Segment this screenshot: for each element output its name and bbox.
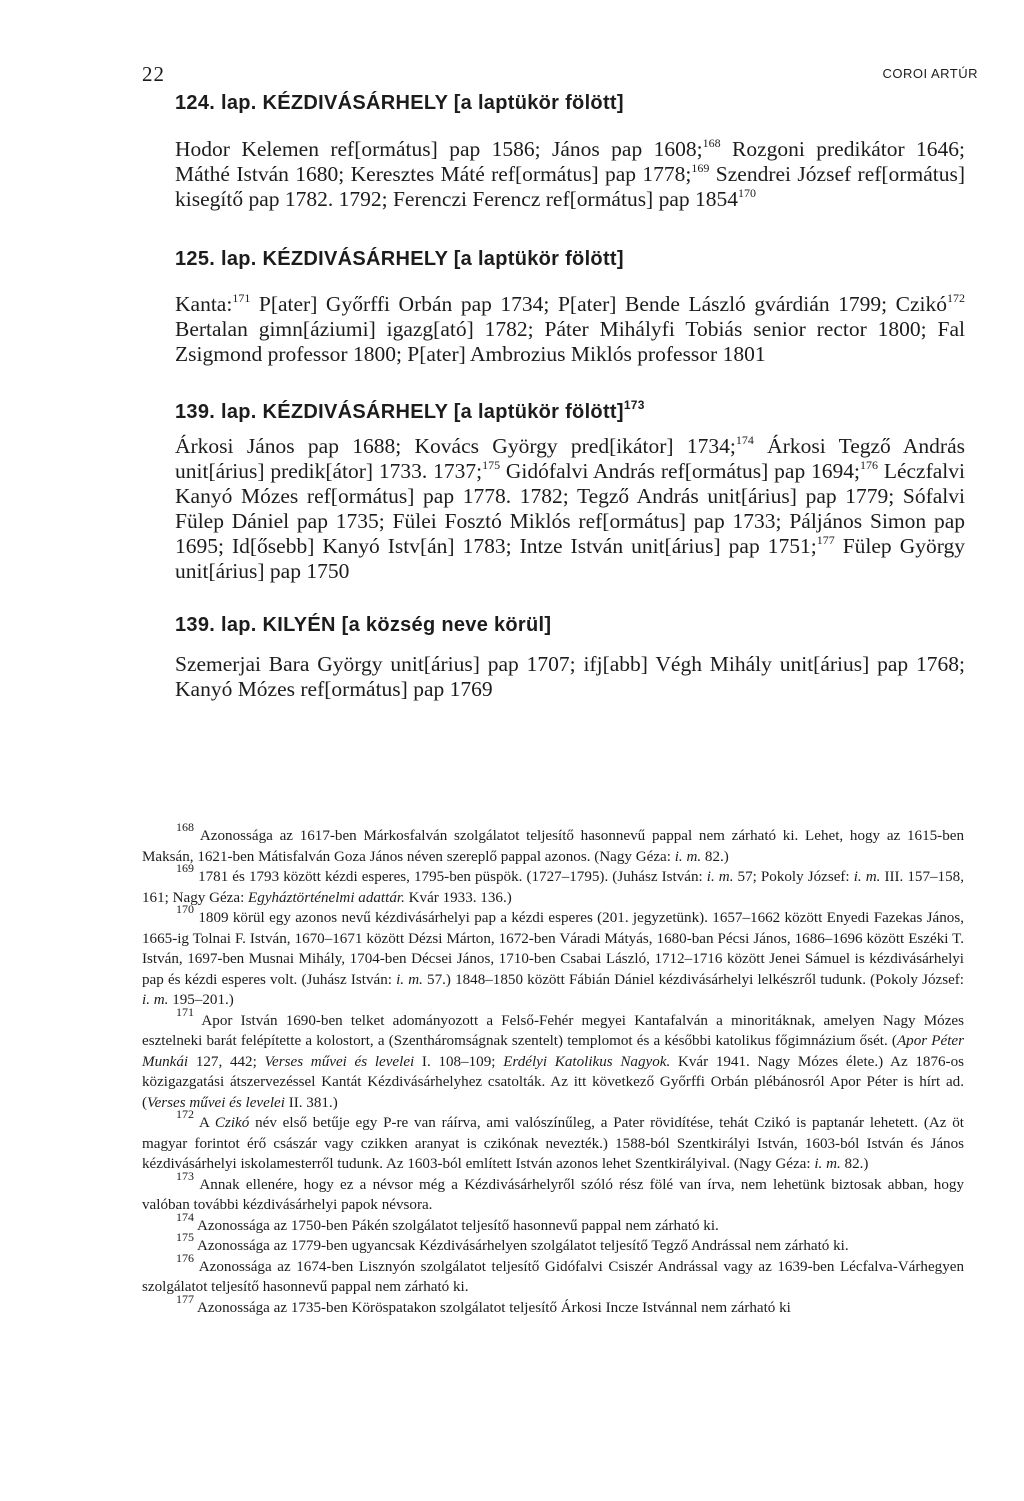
section-heading: 139. lap. KILYÉN [a község neve körül] xyxy=(175,614,552,636)
footnotes xyxy=(142,820,964,1318)
footnote-italic: i. m. xyxy=(706,869,734,885)
footnote-number: 175 xyxy=(176,1230,194,1244)
footnote-text: 1809 körül egy azonos nevű kézdivásárhelyi pap a kézdi esperes (201. jegyzetünk). 1657–1662 között Enyedi Fazekas János, 1665-ig Tolnai F. István, 1670–1671 között Dézsi Márton, 1672-ben Váradi Mátyás, 1680-ban Pécsi János, 1686–1696 között Eszéki T. István, 1697-ben Musnai Mihály, 1704-ben Décsei János, 1710-ben Csabai László, 1712–1716 között Jenei Sámuel is kézdivásárhelyi pap és kézdi esperes volt. (Juhász István: xyxy=(142,910,964,988)
footnote-number: 172 xyxy=(176,1107,194,1121)
footnote-number: 171 xyxy=(176,1004,194,1019)
running-head: COROI ARTÚR xyxy=(882,66,978,81)
footnote-italic: Erdélyi Katolikus Nagyok. xyxy=(503,1053,671,1070)
footnote-text: Azonossága az 1750-ben Pákén szolgálatot teljesítő hasonnevű pappal nem zárható ki. xyxy=(196,1217,719,1234)
entry-text-part: Árkosi Tegző András unit[árius] predik[átor] 1733. 1737; xyxy=(175,434,966,483)
footnote xyxy=(142,820,964,867)
entry-text-part: Hodor Kelemen ref[ormátus] pap 1586; János pap 1608; xyxy=(175,137,703,161)
footnote-italic: Verses művei és levelei xyxy=(264,1053,415,1070)
footnote-ref: 173 xyxy=(623,398,645,412)
footnote-ref: 174 xyxy=(735,433,754,447)
footnote-number: 169 xyxy=(176,861,194,875)
footnote-text: név első betűje egy P-re van ráírva, ami valószínűleg, a Pater rövidítése, tehát Czikó is paptanár lehetett. (Az öt magyar forintot érő császár vagy czikken aranyat is czikónak nevezték.) 1588-ból Szentkirályi István, 1603-ból István és János kézdivásárhelyi iskolamesterről tudunk. Az 1603-ból említett István azonos lehet Szentkirályival. (Nagy Géza: xyxy=(142,1115,964,1172)
entry-text-part: Kanta: xyxy=(175,292,233,316)
footnote-ref: 177 xyxy=(816,533,835,547)
entry-text-part: P[ater] Győrffi Orbán pap 1734; P[ater] Bende László gvárdián 1799; Czikó xyxy=(250,292,947,316)
section-heading: 125. lap. KÉZDIVÁSÁRHELY [a laptükör fölött] xyxy=(175,248,624,270)
footnote-ref: 175 xyxy=(482,458,501,472)
footnote-italic: i. m. xyxy=(396,971,423,988)
footnote xyxy=(142,1168,964,1216)
footnote-italic: Egyháztörténelmi adattár. xyxy=(248,889,405,906)
footnote xyxy=(142,1250,964,1298)
footnote-number: 177 xyxy=(176,1291,194,1306)
footnote-text: 57.) 1848–1850 között Fábián Dániel kézdivásárhelyi lelkészről tudunk. (Pokoly József: xyxy=(422,971,964,988)
footnote-italic: i. m. xyxy=(674,848,702,865)
footnote-number: 173 xyxy=(176,1168,194,1183)
footnote xyxy=(142,1230,964,1257)
footnote-text: Azonossága az 1617-ben Márkosfalván szolgálatot teljesítő hasonnevű pappal nem zárható ki. Lehet, hogy az 1615-ben Maksán, 1621-ben Mátisfalván Goza János néven szereplő pappal azonos. (Nagy Géza: xyxy=(142,828,964,865)
entry-text-part: Bertalan gimn[áziumi] igazg[ató] 1782; Páter Mihályfi Tobiás senior rector 1800; Fal Zsigmond professor 1800; P[ater] Ambrozius Miklós professor 1801 xyxy=(175,317,965,366)
footnote-text: Azonossága az 1735-ben Köröspatakon szolgálatot teljesítő Árkosi Incze Istvánnal nem zárható ki xyxy=(196,1299,791,1316)
footnote-italic: Verses művei és levelei xyxy=(147,1094,285,1111)
section-heading-text: 139. lap. KÉZDIVÁSÁRHELY [a laptükör fölött] xyxy=(175,401,624,423)
footnote-ref: 168 xyxy=(702,136,721,150)
entry-text-part: Gidófalvi András ref[ormátus] pap 1694; xyxy=(500,459,860,483)
entry-text xyxy=(175,137,965,212)
footnote-number: 174 xyxy=(176,1209,194,1224)
footnote-text: Apor István 1690-ben telket adományozott a Felső-Fehér megyei Kantafalván a minoritáknak, amelyen Nagy Mózes esztelneki barát felépítette a kolostort, a (Szentháromságnak szentelt) templomot és a későbbi katolikus főgimnázium ősét. ( xyxy=(142,1012,964,1049)
footnote-ref: 170 xyxy=(738,186,757,200)
footnote-number: 168 xyxy=(176,820,194,834)
footnote xyxy=(142,1107,964,1175)
section-heading xyxy=(175,398,645,424)
footnote-text: Annak ellenére, hogy ez a névsor még a Kézdivásárhelyről szóló rész fölé van írva, nem lehetünk biztosak abban, hogy valóban további kézdivásárhelyi papok névsora. xyxy=(142,1176,964,1213)
footnote-text: 82.) xyxy=(840,1156,869,1172)
footnote-text: 195–201.) xyxy=(168,992,234,1008)
footnote-text: II. 381.) xyxy=(284,1094,338,1111)
footnote xyxy=(142,861,964,908)
footnote-italic: i. m. xyxy=(853,869,881,885)
footnote-text: 127, 442; xyxy=(188,1053,265,1070)
footnote-ref: 172 xyxy=(947,291,965,305)
entry-text-part: Rozgoni predikátor 1646; Máthé István 1680; Keresztes Máté ref[ormátus] pap 1778; xyxy=(175,137,965,186)
entry-text xyxy=(175,292,965,367)
entry-text: Szemerjai Bara György unit[árius] pap 1707; ifj[abb] Végh Mihály unit[árius] pap 1768; Kanyó Mózes ref[ormátus] pap 1769 xyxy=(175,652,965,701)
section-heading: 124. lap. KÉZDIVÁSÁRHELY [a laptükör fölött] xyxy=(175,92,624,114)
footnote-italic: i. m. xyxy=(814,1156,841,1172)
footnote xyxy=(142,1209,964,1237)
footnote xyxy=(142,1291,964,1319)
entry-text-part: Léczfalvi Kanyó Mózes ref[ormátus] pap 1778. 1782; Tegző András unit[árius] pap 1779; Sófalvi Fülep Dániel pap 1735; Fülei Fosztó Miklós ref[ormátus] pap 1733; Páljános Simon pap 1695; Id[ősebb] Kanyó Istv[án] 1783; Intze István unit[árius] pap 1751; xyxy=(175,459,965,558)
footnote-text: Kvár 1941. Nagy Mózes élete.) Az 1876-os közigazgatási átszervezéssel Kantát Kézdivásárhelyhez csatolták. Az itt következő Győrffi Orbán plébánosról Apor Péter is hírt ad. ( xyxy=(142,1053,964,1111)
footnote-ref: 171 xyxy=(232,291,251,305)
page-number: 22 xyxy=(142,62,165,86)
footnote-text: I. 108–109; xyxy=(414,1053,504,1070)
footnote-italic: Czikó xyxy=(214,1115,250,1131)
footnote xyxy=(142,1004,964,1114)
footnote-text: 1781 és 1793 között kézdi esperes, 1795-ben püspök. (1727–1795). (Juhász István: xyxy=(198,869,707,885)
entry-text xyxy=(175,434,965,584)
footnote-italic: i. m. xyxy=(142,992,169,1008)
footnote-number: 176 xyxy=(176,1250,194,1265)
footnote-text: Kvár 1933. 136.) xyxy=(404,889,512,906)
entry-text-part: Szendrei József ref[ormátus] kisegítő pap 1782. 1792; Ferenczi Ferencz ref[ormátus] pap 1854 xyxy=(175,162,965,211)
footnote-text: Azonossága az 1674-ben Lisznyón szolgálatot teljesítő Gidófalvi Csiszér Andrással vagy az 1639-ben Lécfalva-Várhegyen szolgálatot teljesítő hasonnevű pappal nem zárható ki. xyxy=(142,1258,964,1295)
footnote-text: 57; Pokoly József: xyxy=(733,869,854,885)
footnote-italic: Apor Péter Munkái xyxy=(142,1033,964,1070)
footnote-ref: 169 xyxy=(691,161,710,175)
footnote-text: 82.) xyxy=(701,848,729,865)
footnote-number: 170 xyxy=(176,902,194,916)
footnote xyxy=(142,902,964,1011)
footnote-ref: 176 xyxy=(860,458,878,472)
entry-text-part: Fülep György unit[árius] pap 1750 xyxy=(175,534,965,583)
footnote-text: A xyxy=(198,1115,215,1131)
footnote-text: Azonossága az 1779-ben ugyancsak Kézdivásárhelyen szolgálatot teljesítő Tegző Andrással nem zárható ki. xyxy=(196,1238,849,1254)
footnote-text: III. 157–158, 161; Nagy Géza: xyxy=(142,869,964,906)
entry-text-part: Árkosi János pap 1688; Kovács György pred[ikátor] 1734; xyxy=(175,434,736,458)
